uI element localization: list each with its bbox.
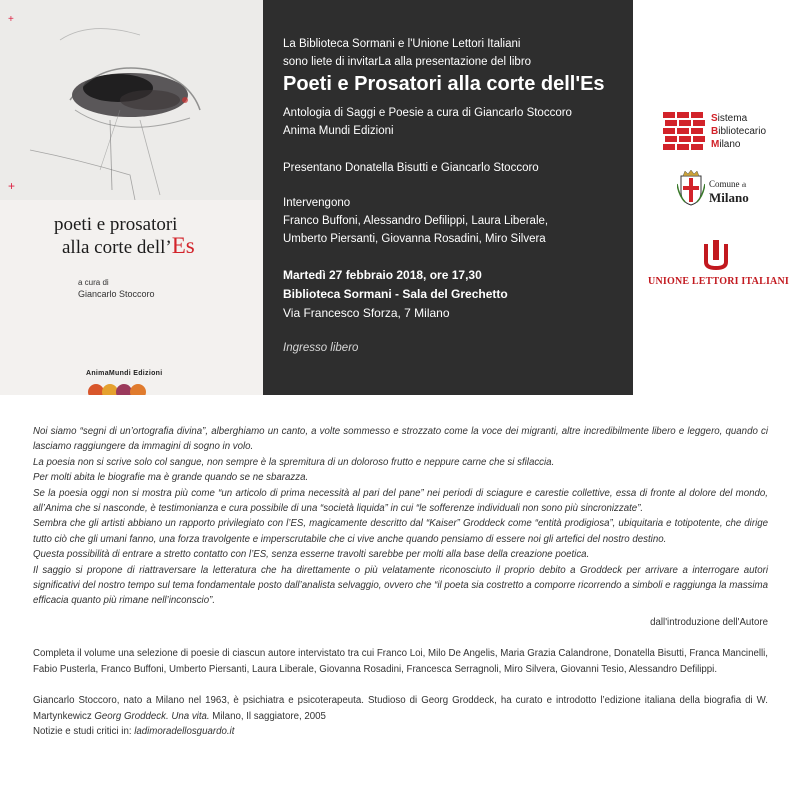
quote-paragraph: Noi siamo “segni di un’ortografia divina”, alberghiamo un canto, a volte sommesso e strozzato come la voce dei migranti, altre incredibilmente libero e leggero, quando ci lasciamo raggiungere da immagini di sogno in volo. bbox=[33, 426, 768, 453]
author-bio bbox=[33, 693, 768, 724]
sbm-grid-icon bbox=[663, 112, 707, 154]
cover-curator: Giancarlo Stoccoro bbox=[78, 289, 155, 299]
event-address: Via Francesco Sforza, 7 Milano bbox=[283, 306, 450, 320]
invitation-line2: sono liete di invitarLa alla presentazione del libro bbox=[283, 56, 532, 68]
comune-di: di bbox=[741, 183, 747, 189]
book-publisher: Anima Mundi Edizioni bbox=[283, 125, 394, 137]
book-subtitle: Antologia di Saggi e Poesie a cura di Giancarlo Stoccoro bbox=[283, 107, 572, 119]
invitation-line1: La Biblioteca Sormani e l'Unione Lettori Italiani bbox=[283, 38, 521, 50]
quote-paragraph: La poesia non si scrive solo col sangue, non sempre è la spremitura di un doloroso frutto e neppure carne che si sfilaccia. bbox=[33, 456, 555, 468]
quote-attribution: dall'introduzione dell'Autore bbox=[650, 616, 768, 628]
sistema-bibliotecario-logo bbox=[663, 112, 793, 157]
cover-title-line2: alla corte dell’ bbox=[62, 237, 172, 258]
presenters: Presentano Donatella Bisutti e Giancarlo Stoccoro bbox=[283, 162, 539, 174]
quote-paragraph: Il saggio si propone di riattraversare la letteratura che ha direttamente o più velatamente riconosciuto il proprio debito a Groddeck per arrivare a interrogare autori significativi del nostro tempo sul tema fondamentale posto dall’analista selvaggio, ovvero che “il poeta sia costretto a comporre ricorrendo a simboli e raggiunga la massima efficacia quanto più rimane nell’inconscio”. bbox=[33, 564, 769, 607]
sbm-initial-m: M bbox=[711, 139, 720, 150]
speakers-line2: Umberto Piersanti, Giovanna Rosadini, Miro Silvera bbox=[283, 233, 546, 245]
speakers-line1: Franco Buffoni, Alessandro Defilippi, Laura Liberale, bbox=[283, 215, 549, 227]
svg-text:+: + bbox=[8, 14, 14, 25]
invitation-panel bbox=[263, 0, 633, 395]
notes-site-link[interactable]: ladimoradellosguardo.it bbox=[134, 725, 235, 737]
svg-text:+: + bbox=[8, 179, 16, 193]
admission-info: Ingresso libero bbox=[283, 342, 359, 354]
sbm-initial-s: S bbox=[711, 113, 718, 124]
quote-paragraph: Questa possibilità di entrare a stretto contatto con l’ES, senza esserne travolti sarebbe per molti alla base della creazione poetica. bbox=[33, 549, 590, 561]
comune-line2: Milano bbox=[709, 190, 749, 205]
bio-text: Giancarlo Stoccoro, nato a Milano nel 1963, è psichiatra e psicoterapeuta. Studioso di Georg Groddeck, ha curato e introdotto l’edizione italiana della biografia di W. Martynkewicz bbox=[33, 695, 768, 722]
quote-paragraph: Se la poesia oggi non si mostra più come “un articolo di prima necessità al pari del pane” nei periodi di sciagure e carestie collettive, essa di fronte al dolore del mondo, all’Anima che si nasconde, è testimonianza e cura possibile di una “società liquida” in cui “le sofferenze individuali non sono più sincronizzate”. bbox=[33, 487, 768, 515]
bio-publisher: Milano, Il saggiatore, 2005 bbox=[209, 710, 326, 722]
author-quote bbox=[33, 424, 768, 609]
event-date-time: Martedì 27 febbraio 2018, ore 17,30 bbox=[283, 268, 482, 282]
sbm-line3: ilano bbox=[719, 139, 741, 150]
bio-book-title: Georg Groddeck. Una vita. bbox=[94, 710, 210, 722]
sponsor-logos bbox=[633, 0, 800, 395]
milano-crest-icon bbox=[677, 170, 705, 206]
comune-di-milano-logo bbox=[677, 170, 797, 210]
cover-artwork bbox=[0, 0, 263, 200]
sbm-initial-b: B bbox=[711, 126, 719, 137]
book-cover bbox=[0, 0, 263, 395]
event-venue: Biblioteca Sormani - Sala del Grechetto bbox=[283, 287, 508, 301]
quote-paragraph: Per molti abita le biografie ma è grande quando se ne sbarazza. bbox=[33, 472, 309, 484]
publisher-logo bbox=[88, 380, 148, 395]
cover-publisher: AnimaMundi Edizioni bbox=[86, 370, 163, 377]
description-section bbox=[33, 424, 768, 739]
sbm-line2: ibliotecario bbox=[718, 126, 767, 137]
cover-title-line1: poeti e prosatori bbox=[54, 214, 178, 235]
cover-title-es: Es bbox=[171, 233, 195, 258]
uli-emblem-icon bbox=[702, 240, 730, 270]
unione-lettori-name: UNIONE LETTORI ITALIANI bbox=[648, 276, 789, 287]
cover-cura-label: a cura di bbox=[78, 278, 109, 287]
quote-paragraph: Sembra che gli artisti abbiano un rapporto privilegiato con l’ES, magicamente descritto dal “Kaiser” Groddeck come “entità prodigiosa”, ubiquitaria e totipotente, che dirige tutto ciò che gli umani fanno, una forza travolgente e imperscrutabile che ci vive anche quando pensiamo di essere noi gli artefici del nostro destino. bbox=[33, 518, 768, 545]
poetry-selection-paragraph: Completa il volume una selezione di poesie di ciascun autore intervistato tra cui Franco Loi, Milo De Angelis, Maria Grazia Calandrone, Donatella Bisutti, Franca Mancinelli, Fabio Pusterla, Franco Buffoni, Umberto Piersanti, Laura Liberale, Giovanna Rosadini, Francesca Serragnoli, Miro Silvera, Giovanni Tesio, Alessandro Defilippi. bbox=[33, 648, 768, 675]
notes-line bbox=[33, 724, 768, 739]
notes-label: Notizie e studi critici in: bbox=[33, 725, 135, 737]
cover-title bbox=[54, 214, 254, 258]
sbm-line1: istema bbox=[717, 113, 748, 124]
speakers-label: Intervengono bbox=[283, 197, 351, 209]
comune-line1: Comune bbox=[709, 179, 740, 189]
book-title: Poeti e Prosatori alla corte dell'Es bbox=[283, 73, 605, 95]
unione-lettori-italiani-logo bbox=[633, 240, 800, 290]
